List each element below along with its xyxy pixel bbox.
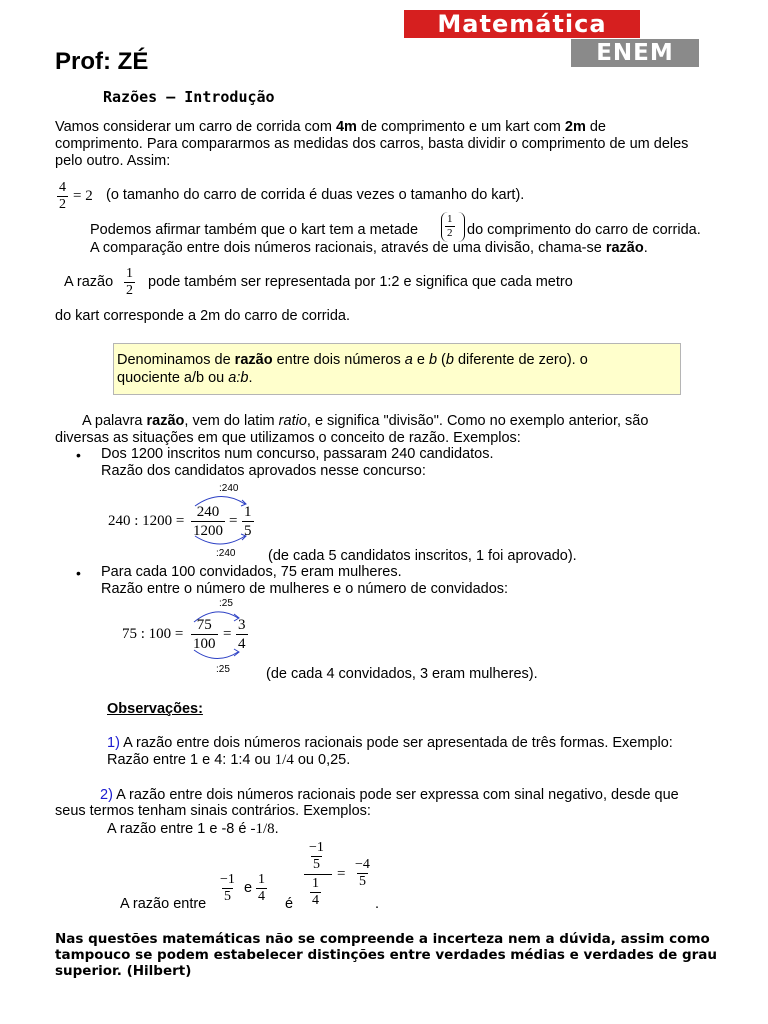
- concurso-lhs: 240 : 1200 =: [108, 513, 185, 529]
- obs-2-example-1: A razão entre 1 e -8 é -1/8.: [107, 821, 279, 837]
- fraction-minus4-5: $\frac{-4}{5}$: [355, 857, 370, 889]
- obs-1-line-1: 1) A razão entre dois números racionais pode ser apresentada de três formas. Exemplo:: [107, 735, 673, 751]
- verb-e: é: [285, 896, 294, 912]
- palavra-line-2: diversas as situações em que utilizamos o conceito de razão. Exemplos:: [55, 430, 521, 446]
- arrow-label-top: :240: [219, 483, 239, 494]
- arrow-label-bottom: :25: [216, 664, 230, 675]
- ratio-label: A razão: [64, 274, 114, 290]
- example1-note: (o tamanho do carro de corrida é duas vezes o tamanho do kart).: [106, 187, 525, 203]
- fraction-1-4-bottom: $\frac{1}{4}$: [312, 876, 319, 908]
- intro-line-3: pelo outro. Assim:: [55, 153, 171, 169]
- fraction-1-2-small: $\frac{1}{2}$: [447, 213, 453, 239]
- obs-2-line-1: 2) A razão entre dois números racionais pode ser expressa com sinal negativo, desde que: [100, 787, 679, 803]
- main-fraction-bar: [304, 874, 332, 875]
- fraction-1-5: $\frac{1}{5}$: [244, 504, 252, 539]
- fraction-3-4: $\frac{3}{4}$: [238, 617, 246, 652]
- obs-title: Observações:: [107, 701, 203, 717]
- fraction-1-4: $\frac{1}{4}$: [258, 872, 265, 904]
- complex-fraction: [304, 840, 334, 910]
- definition-line-2: quociente a/b ou a:b.: [117, 370, 253, 386]
- ratio-text: pode também ser representada por 1:2 e significa que cada metro: [148, 274, 573, 290]
- period: .: [375, 896, 380, 912]
- equals: =: [229, 513, 238, 529]
- convidados-note: (de cada 4 convidados, 3 eram mulheres).: [266, 666, 538, 682]
- metade-text-end: do comprimento do carro de corrida.: [467, 222, 701, 238]
- definition-box: [113, 343, 681, 395]
- bullet: •: [76, 447, 81, 463]
- arrow-label-bottom: :240: [216, 548, 236, 559]
- section-title: Razões – Introdução: [103, 88, 275, 106]
- fraction-240-1200: $\frac{240}{1200}$: [193, 504, 223, 539]
- arrow-label-top: :25: [219, 598, 233, 609]
- intro-line-2: comprimento. Para compararmos as medidas dos carros, basta dividir o comprimento de um deles: [55, 136, 689, 152]
- concurso-line-1: Dos 1200 inscritos num concurso, passaram 240 candidatos.: [101, 446, 494, 462]
- page-title: Prof: ZÉ: [55, 48, 149, 75]
- equals: =: [223, 626, 232, 642]
- convidados-line-1: Para cada 100 convidados, 75 eram mulheres.: [101, 564, 402, 580]
- convidados-lhs: 75 : 100 =: [122, 626, 184, 642]
- concurso-line-2: Razão dos candidatos aprovados nesse concurso:: [101, 463, 426, 479]
- obs-2-line-2: seus termos tenham sinais contrários. Exemplos:: [55, 803, 371, 819]
- metade-text: Podemos afirmar também que o kart tem a metade: [90, 222, 419, 238]
- obs-2-example-2-label: A razão entre: [120, 896, 207, 912]
- fraction-minus1-5: $\frac{-1}{5}$: [220, 872, 235, 904]
- paren-fraction: [441, 212, 465, 242]
- logo-matematica: Matemática: [404, 10, 640, 38]
- fraction-1-2: $\frac{1}{2}$: [126, 266, 133, 298]
- fraction-4-2: $\frac{4}{2}$: [59, 180, 66, 212]
- logo-enem: ENEM: [571, 39, 699, 67]
- razao-definition-line: A comparação entre dois números racionais, através de uma divisão, chama-se razão.: [90, 240, 648, 256]
- concurso-note: (de cada 5 candidatos inscritos, 1 foi aprovado).: [268, 548, 577, 564]
- definition-line-1: Denominamos de razão entre dois números a e b (b diferente de zero). o: [117, 352, 588, 368]
- fraction-75-100: $\frac{75}{100}$: [193, 617, 216, 652]
- conjunction-e: e: [244, 880, 253, 896]
- equals: =: [337, 866, 346, 882]
- bullet: •: [76, 565, 81, 581]
- intro-line-1: Vamos considerar um carro de corrida com 4m de comprimento e um kart com 2m de: [55, 119, 607, 135]
- palavra-line-1: A palavra razão, vem do latim ratio, e significa "divisão". Como no exemplo anterior, são: [82, 413, 649, 429]
- convidados-line-2: Razão entre o número de mulheres e o número de convidados:: [101, 581, 509, 597]
- hilbert-quote: Nas questões matemáticas não se compreende a incerteza nem a dúvida, assim como tampouco se podem estabelecer distinções entre verdades médias e verdades de grau superior. (Hilbert): [55, 931, 718, 979]
- ratio-text-2: do kart corresponde a 2m do carro de corrida.: [55, 308, 350, 324]
- fraction-minus1-5-top: $\frac{-1}{5}$: [309, 840, 324, 872]
- fraction-result: = 2: [73, 188, 93, 204]
- obs-1-line-2: Razão entre 1 e 4: 1:4 ou 1/4 ou 0,25.: [107, 752, 351, 768]
